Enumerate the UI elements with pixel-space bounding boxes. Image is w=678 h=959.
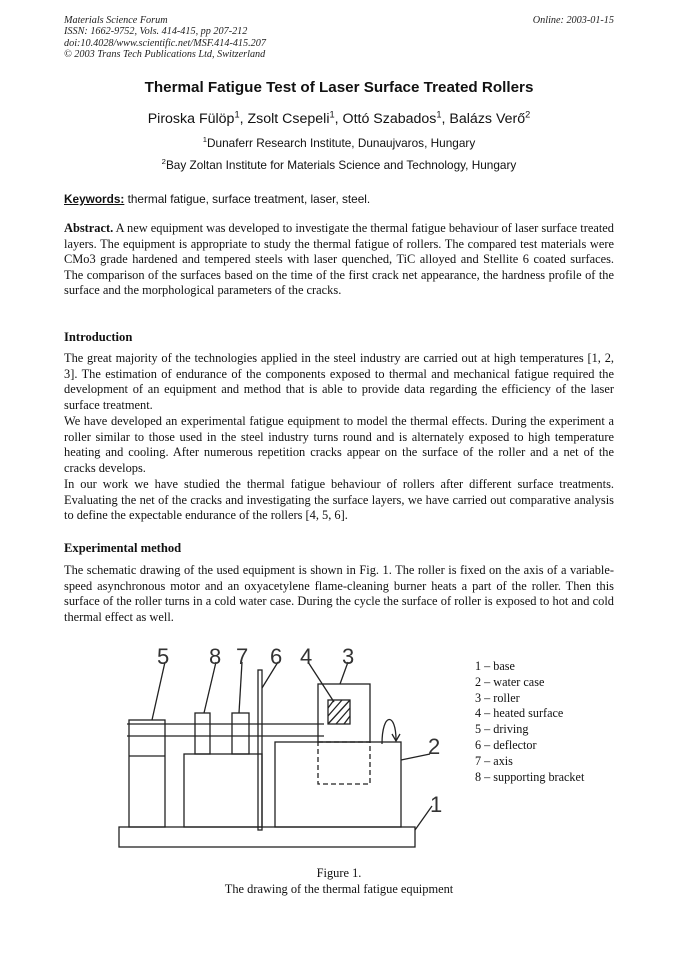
section-heading-experimental: Experimental method (64, 541, 182, 555)
section-heading-introduction: Introduction (64, 330, 133, 344)
online-date: Online: 2003-01-15 (532, 15, 614, 26)
introduction-paragraph-3: In our work we have studied the thermal fatigue behaviour of rollers after different surface treatments. Evaluating the net of the cracks and investigating the surface layers, we have carried out comparative analysis to define the expectable endurance of the rollers [4, 5, 6]. (64, 477, 614, 523)
bracket-block (184, 754, 262, 827)
introduction-paragraph-1: The great majority of the technologies applied in the steel industry are carried out at high temperatures [1, 2, 3]. The estimation of endurance of the components exposed to thermal and mechanical fatigue required the development of an equipment and method that is able to provide data regarding the efficiency of the laser surface treatment. (64, 351, 614, 412)
bracket-right (232, 713, 249, 754)
affiliation-2 (0, 158, 678, 172)
legend-item: 4 – heated surface (475, 706, 564, 721)
journal-issn: ISSN: 1662-9752, Vols. 414-415, pp 207-212 (64, 26, 248, 38)
keywords-label: Keywords: (64, 192, 125, 206)
label-1: 1 (430, 792, 443, 817)
affiliation-mark: 2 (161, 157, 166, 167)
journal-name: Materials Science Forum (64, 15, 168, 26)
author-name: Ottó Szabados (342, 111, 437, 127)
legend-item: 2 – water case (475, 674, 545, 689)
affiliation-text: Bay Zoltan Institute for Materials Science and Technology, Hungary (165, 158, 517, 172)
author-affiliation-mark: 1 (436, 109, 442, 120)
label-4: 4 (300, 644, 313, 669)
label-3: 3 (342, 644, 355, 669)
affiliation-mark: 1 (202, 135, 208, 145)
figure-caption-text: The drawing of the thermal fatigue equipment (224, 882, 454, 896)
paper-title: Thermal Fatigue Test of Laser Surface Treated Rollers (144, 79, 534, 96)
experimental-paragraph-1: The schematic drawing of the used equipment is shown in Fig. 1. The roller is fixed on the axis of a variable-speed asynchronous motor and an oxyacetylene flame-cleaning burner heats a part of the roller. Then this surface of the roller turns in a cold water case. During the cycle the surface of roller is exposed to hot and cold thermal effect as well. (64, 563, 614, 624)
legend-item: 1 – base (475, 659, 515, 673)
label-2: 2 (428, 734, 441, 759)
legend-item: 7 – axis (475, 753, 513, 768)
journal-copyright: © 2003 Trans Tech Publications Ltd, Switzerland (64, 49, 266, 61)
figure-legend (475, 659, 584, 785)
base-plate (119, 827, 415, 847)
author-name: Zsolt Csepeli (247, 111, 330, 127)
author-affiliation-mark: 2 (525, 109, 531, 120)
affiliation-1 (0, 136, 678, 150)
water-case (275, 742, 401, 827)
abstract-text: A new equipment was developed to investigate the thermal fatigue behaviour of laser surface treated layers. The equipment is appropriate to study the thermal fatigue of rollers. The compared test materials were CMo3 grade hardened and tempered steels with laser quenched, TiC alloyed and Stellite 6 coated surfaces. The comparison of the surfaces based on the time of the first crack net appearance, the hardness profile of the surface and the morphological parameters of the cracks. (64, 221, 614, 298)
equipment-drawing (112, 640, 452, 856)
keywords-text: thermal fatigue, surface treatment, laser, steel. (124, 192, 371, 206)
roller-upper (318, 684, 370, 742)
figure-caption-label: Figure 1. (316, 866, 362, 880)
legend-item: 8 – supporting bracket (475, 769, 585, 784)
label-7: 7 (236, 644, 249, 669)
roller-submerged (318, 742, 370, 784)
author-name: Balázs Verő (449, 111, 526, 127)
journal-doi: doi:10.4028/www.scientific.net/MSF.414-415.207 (64, 37, 266, 49)
introduction-paragraph-2: We have developed an experimental fatigue equipment to model the thermal effects. During the experiment a roller similar to those used in the steel industry turns round and is alternately exposed to high temperature heating and cooling. After numerous repetition cracks appear on the surface of the roller and a net of the cracks develops. (64, 414, 614, 475)
label-5: 5 (157, 644, 170, 669)
author-affiliation-mark: 1 (234, 109, 240, 120)
abstract (64, 221, 614, 299)
author-list: Piroska Fülöp$^1$, Zsolt Csepeli$^1$, Ottó Szabados$^1$, Balázs Verő$^2$ (147, 109, 531, 127)
journal-header (64, 15, 266, 61)
author-name: Piroska Fülöp (147, 111, 235, 127)
deflector-plate (258, 670, 262, 830)
label-8: 8 (209, 644, 222, 669)
rotation-arrow (382, 719, 396, 744)
keywords (64, 192, 614, 206)
legend-item: 3 – roller (475, 690, 520, 705)
bracket-left (195, 713, 210, 754)
label-6: 6 (270, 644, 283, 669)
legend-item: 6 – deflector (475, 737, 537, 752)
abstract-label: Abstract. (64, 221, 114, 235)
affiliation-text: Dunaferr Research Institute, Dunaujvaros, Hungary (207, 136, 476, 150)
author-affiliation-mark: 1 (329, 109, 335, 120)
legend-item: 5 – driving (475, 722, 529, 737)
